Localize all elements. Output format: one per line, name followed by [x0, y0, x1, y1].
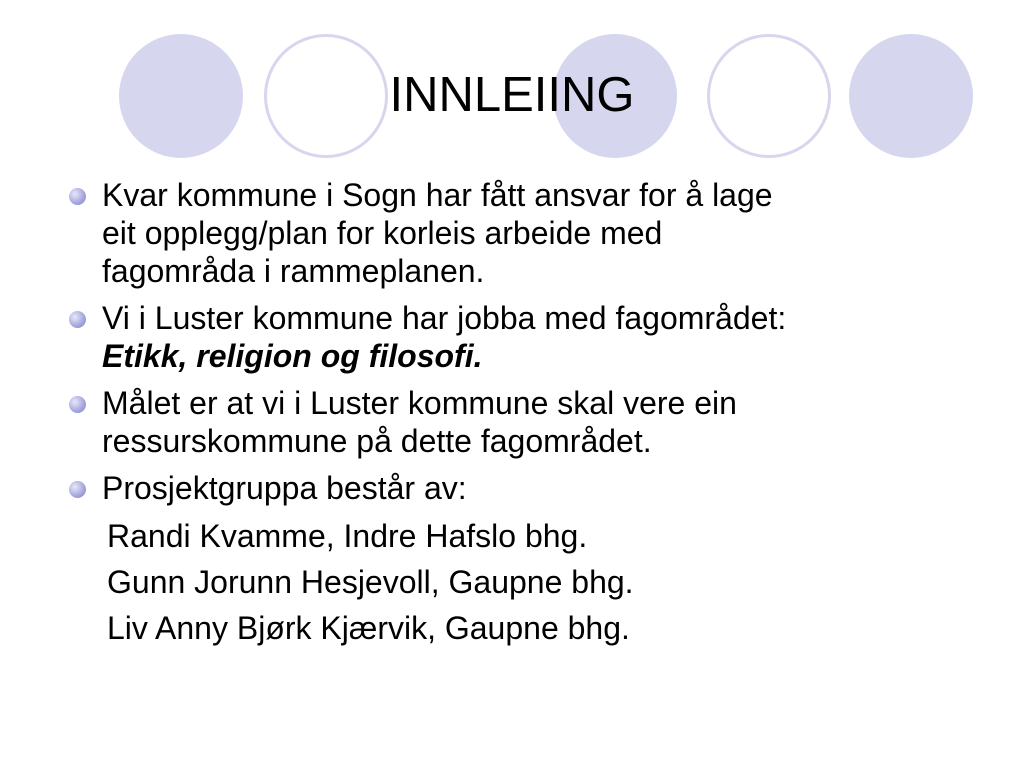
bullet-item-3 — [66, 384, 986, 460]
bullet-dot-icon — [69, 396, 86, 413]
bullet-dot-icon — [69, 481, 86, 498]
bullet-line: Prosjektgruppa består av: — [102, 470, 467, 506]
bullet-line: ressurskommune på dette fagområdet. — [102, 423, 652, 459]
bullet-line: eit opplegg/plan for korleis arbeide med — [102, 215, 663, 251]
bullet-dot-icon — [69, 188, 86, 205]
bullet-item-4 — [66, 469, 986, 507]
bullet-line: fagområda i rammeplanen. — [102, 253, 485, 289]
subject-emphasis: Etikk, religion og filosofi. — [102, 338, 483, 374]
group-member: Gunn Jorunn Hesjevoll, Gaupne bhg. — [107, 564, 634, 600]
bullet-line: Målet er at vi i Luster kommune skal vere ein — [102, 385, 737, 421]
group-member: Randi Kvamme, Indre Hafslo bhg. — [107, 518, 588, 554]
bullet-item-2 — [66, 299, 986, 375]
bullet-line: Kvar kommune i Sogn har fått ansvar for å lage — [102, 177, 773, 213]
bullet-item-1 — [66, 176, 986, 290]
slide-content — [66, 176, 986, 654]
group-member: Liv Anny Bjørk Kjærvik, Gaupne bhg. — [107, 610, 630, 646]
bullet-line: Vi i Luster kommune har jobba med fagområdet: — [102, 300, 787, 336]
slide-title: INNLEIING — [389, 68, 635, 122]
bullet-dot-icon — [69, 311, 86, 328]
